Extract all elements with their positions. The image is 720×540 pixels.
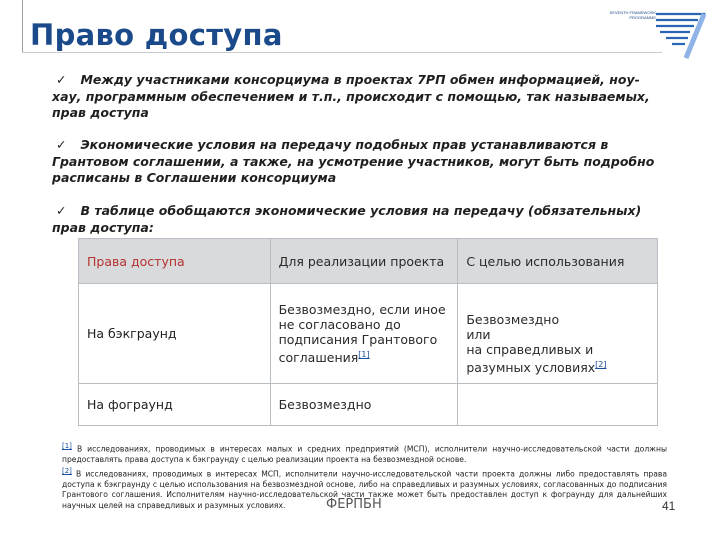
row-label-foreground: На фограунд bbox=[79, 384, 271, 426]
paragraph-consortium-exchange: ✓ Между участниками консорциума в проектах 7РП обмен информацией, ноу-хау, программным обеспечением и т.п., происходит с помощью, так называемых, прав доступа bbox=[52, 72, 650, 120]
paragraph-economic-conditions: ✓ Экономические условия на передачу подобных прав устанавливаются в Грантовом соглашении, а также, на усмотрение участников, могут быть подробно расписаны в Соглашении консорциума bbox=[52, 137, 655, 185]
logo-caption: SEVENTH FRAMEWORK PROGRAMME bbox=[609, 10, 656, 20]
footnote-link-1[interactable]: [1] bbox=[358, 349, 370, 359]
header-use: С целью использования bbox=[458, 239, 658, 284]
check-icon: ✓ bbox=[56, 72, 67, 87]
title-horizontal-rule bbox=[22, 52, 662, 53]
header-implementation: Для реализации проекта bbox=[270, 239, 458, 284]
cell-foreground-implementation: Безвозмездно bbox=[270, 384, 458, 426]
footnote-1: [1] В исследованиях, проводимых в интересах малых и средних предприятий (МСП), исполнители научно-исследовательской части должны предоставлять права доступа к бэкграунду с целью реализации проекта на безвозмездной основе. bbox=[62, 442, 667, 465]
footer-label: ФЕРПБН bbox=[326, 497, 382, 512]
table-header-row bbox=[79, 239, 658, 284]
table-row bbox=[79, 384, 658, 426]
footnote-link-2[interactable]: [2] bbox=[595, 359, 607, 369]
footnote-ref-1[interactable]: [1] bbox=[62, 442, 72, 450]
fp7-logo-icon bbox=[652, 8, 712, 62]
header-access-rights: Права доступа bbox=[79, 239, 271, 284]
check-icon: ✓ bbox=[56, 203, 67, 218]
footnote-ref-2[interactable]: [2] bbox=[62, 466, 72, 475]
table-row bbox=[79, 284, 658, 384]
page-title: Право доступа bbox=[30, 18, 283, 52]
check-icon: ✓ bbox=[56, 137, 67, 152]
access-rights-table bbox=[78, 238, 658, 426]
paragraph-table-summary: ✓ В таблице обобщаются экономические условия на передачу (обязательных) прав доступа: bbox=[52, 203, 642, 235]
title-vertical-rule bbox=[22, 0, 23, 52]
row-label-background: На бэкграунд bbox=[79, 284, 271, 384]
footnote-2: [2] В исследованиях, проводимых в интересах МСП, исполнители научно-исследовательской части проекта должны либо предоставлять права доступа к бэкграунду с целью использования на безвозмездной основе, либо на справедливых и разумных условиях, согласованных до подписания Грантового соглашения. Исполнителям научно-исследовательской части также может быть предоставлен доступ к фограунду для дальнейших научных целей на справедливых и разумных условиях. bbox=[62, 466, 667, 511]
page-number: 41 bbox=[662, 499, 676, 513]
cell-foreground-use bbox=[458, 384, 658, 426]
cell-background-implementation: Безвозмездно, если иное не согласовано до подписания Грантового соглашения[1] bbox=[270, 284, 458, 384]
cell-background-use: Безвозмездно или на справедливых и разумных условиях[2] bbox=[458, 284, 658, 384]
